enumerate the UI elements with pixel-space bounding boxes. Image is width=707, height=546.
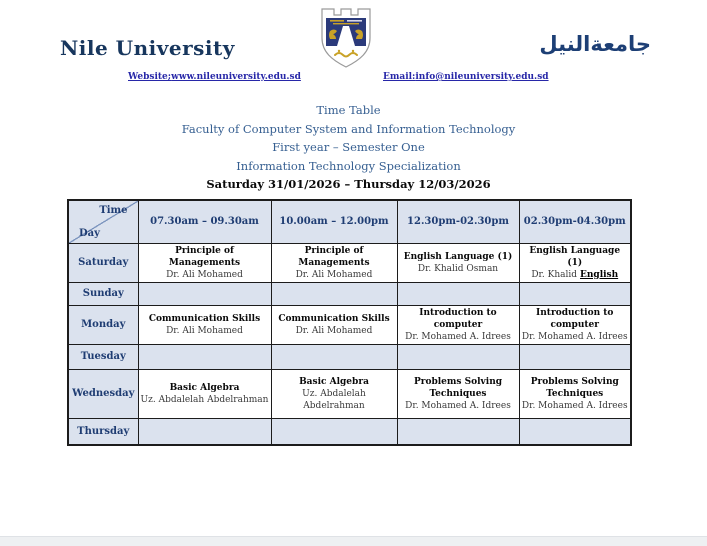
- course-title: English Language (1): [529, 245, 621, 268]
- cell-wednesday-3: [397, 369, 519, 418]
- cell-wednesday-2: [271, 369, 397, 418]
- course-title: Communication Skills: [148, 313, 261, 324]
- instructor-name: Uz. Abdalelah Abdelrahman: [140, 394, 269, 405]
- title-specialization: Information Technology Specialization: [236, 158, 461, 173]
- university-logo-icon: [317, 5, 375, 73]
- shield-icon: [317, 5, 375, 73]
- course-title: Principle of Managements: [168, 245, 241, 268]
- instructor-name: Dr. Mohamed A. Idrees: [405, 331, 511, 342]
- website-url: www.nileuniversity.edu.sd: [171, 72, 301, 82]
- time-slot-header-2: 10.00am – 12.00pm: [271, 200, 397, 243]
- time-slot-header-4: 02.30pm-04.30pm: [519, 200, 631, 243]
- email-address: info@nileuniversity.edu.sd: [415, 72, 549, 82]
- row-tuesday: [68, 344, 631, 369]
- instructor-name: Uz. Abdalelah Abdelrahman: [302, 388, 366, 411]
- cell-wednesday-4: [519, 369, 631, 418]
- cell-sunday-4: [519, 282, 631, 305]
- day-label-thursday: Thursday: [68, 418, 138, 445]
- row-saturday: [68, 243, 631, 282]
- time-slot-header-3: 12.30pm-02.30pm: [397, 200, 519, 243]
- day-label-monday: Monday: [68, 305, 138, 344]
- email-link[interactable]: [383, 72, 549, 82]
- cell-thursday-4: [519, 418, 631, 445]
- corner-day-label: Day: [79, 227, 100, 239]
- instructor-name: Dr. Ali Mohamed: [295, 325, 373, 336]
- instructor-name: Dr. Ali Mohamed: [166, 325, 243, 336]
- cell-monday-4: [519, 305, 631, 344]
- cell-thursday-1: [138, 418, 271, 445]
- cell-tuesday-2: [271, 344, 397, 369]
- instructor-name: Dr. Ali Mohamed: [166, 269, 243, 280]
- corner-cell: [68, 200, 138, 243]
- instructor-name: Dr. Ali Mohamed: [295, 269, 373, 280]
- course-title: Problems Solving Techniques: [530, 376, 619, 399]
- page-bottom-edge: [0, 536, 707, 546]
- date-range: Saturday 31/01/2026 – Thursday 12/03/2026: [206, 177, 491, 192]
- cell-thursday-2: [271, 418, 397, 445]
- university-name: Nile University: [60, 36, 235, 60]
- row-sunday: [68, 282, 631, 305]
- day-label-sunday: Sunday: [68, 282, 138, 305]
- cell-sunday-2: [271, 282, 397, 305]
- instructor-name-bold: English: [580, 269, 619, 280]
- cell-tuesday-1: [138, 344, 271, 369]
- title-time-table: Time Table: [316, 103, 381, 117]
- cell-saturday-1: [138, 243, 271, 282]
- cell-monday-2: [271, 305, 397, 344]
- university-name-arabic: جامعةالنيل: [539, 32, 651, 56]
- day-label-tuesday: Tuesday: [68, 344, 138, 369]
- cell-thursday-3: [397, 418, 519, 445]
- course-title: Communication Skills: [278, 313, 390, 324]
- instructor-name: Dr. Mohamed A. Idrees: [521, 331, 628, 342]
- day-label-saturday: Saturday: [68, 243, 138, 282]
- cell-saturday-3: [397, 243, 519, 282]
- row-monday: [68, 305, 631, 344]
- corner-time-label: Time: [99, 205, 128, 216]
- cell-tuesday-4: [519, 344, 631, 369]
- row-wednesday: [68, 369, 631, 418]
- header-row: [68, 200, 631, 243]
- course-title: Principle of Managements: [298, 245, 370, 268]
- website-link[interactable]: [128, 72, 301, 82]
- instructor-name: Dr. Mohamed A. Idrees: [405, 400, 511, 411]
- course-title: English Language (1): [403, 251, 513, 262]
- cell-monday-3: [397, 305, 519, 344]
- course-title: Basic Algebra: [299, 376, 369, 387]
- cell-wednesday-1: [138, 369, 271, 418]
- course-title: Introduction to computer: [419, 307, 497, 330]
- course-title: Basic Algebra: [169, 382, 240, 393]
- day-label-wednesday: Wednesday: [68, 369, 138, 418]
- title-faculty: Faculty of Computer System and Information Technology: [181, 121, 516, 136]
- time-slot-header-1: 07.30am – 09.30am: [138, 200, 271, 243]
- course-title: Problems Solving Techniques: [413, 376, 503, 399]
- document-titles: [67, 101, 630, 194]
- cell-monday-1: [138, 305, 271, 344]
- instructor-name: Dr. Khalid Osman: [417, 263, 499, 274]
- cell-tuesday-3: [397, 344, 519, 369]
- cell-sunday-3: [397, 282, 519, 305]
- cell-saturday-2: [271, 243, 397, 282]
- row-thursday: [68, 418, 631, 445]
- instructor-name: Dr. Mohamed A. Idrees: [521, 400, 628, 411]
- email-label: Email:: [383, 72, 416, 82]
- timetable: [67, 199, 632, 446]
- cell-saturday-4: [519, 243, 631, 282]
- title-year-semester: First year – Semester One: [272, 140, 425, 155]
- course-title: Introduction to computer: [536, 307, 614, 330]
- instructor-name: Dr. Khalid English: [531, 269, 619, 280]
- cell-sunday-1: [138, 282, 271, 305]
- website-label: Website;: [128, 72, 172, 82]
